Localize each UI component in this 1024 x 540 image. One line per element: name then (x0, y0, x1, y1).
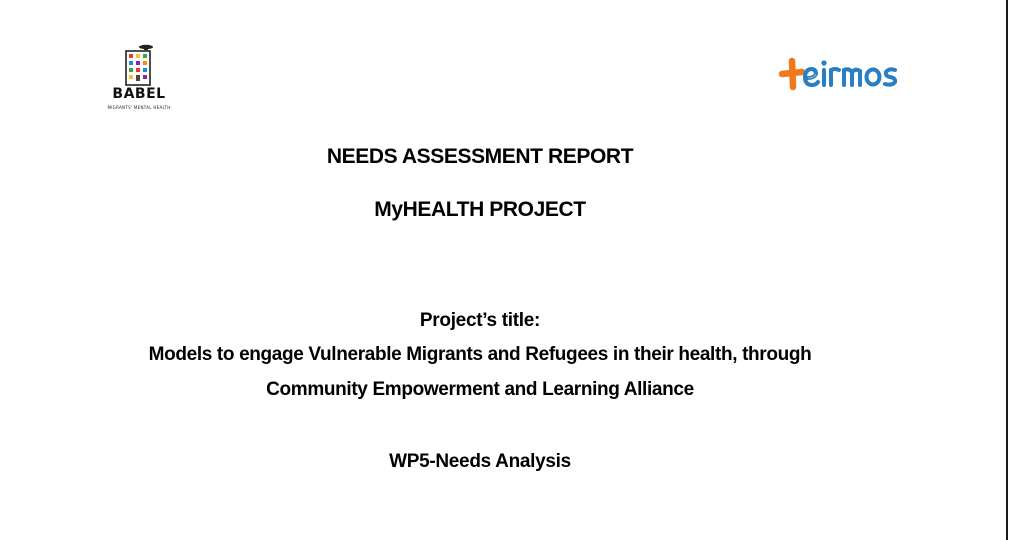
work-package: WP5-Needs Analysis (389, 451, 571, 472)
eirmos-logo-mark (778, 48, 928, 100)
report-title: NEEDS ASSESSMENT REPORT (326, 145, 634, 168)
project-name: MyHEALTH PROJECT (374, 198, 586, 221)
eirmos-logo (778, 48, 928, 100)
project-title-line-2: Community Empowerment and Learning Alliance (266, 379, 694, 400)
project-title-line-1: Models to engage Vulnerable Migrants and Refugees in their health, through (148, 344, 812, 365)
babel-logo-name: BABEL (112, 86, 166, 102)
babel-building-icon (103, 42, 175, 88)
babel-logo (103, 42, 175, 114)
babel-logo-tagline: MIGRANTS' MENTAL HEALTH (107, 105, 171, 110)
page-gutter (1008, 0, 1024, 540)
project-title-label: Project’s title: (419, 310, 541, 331)
